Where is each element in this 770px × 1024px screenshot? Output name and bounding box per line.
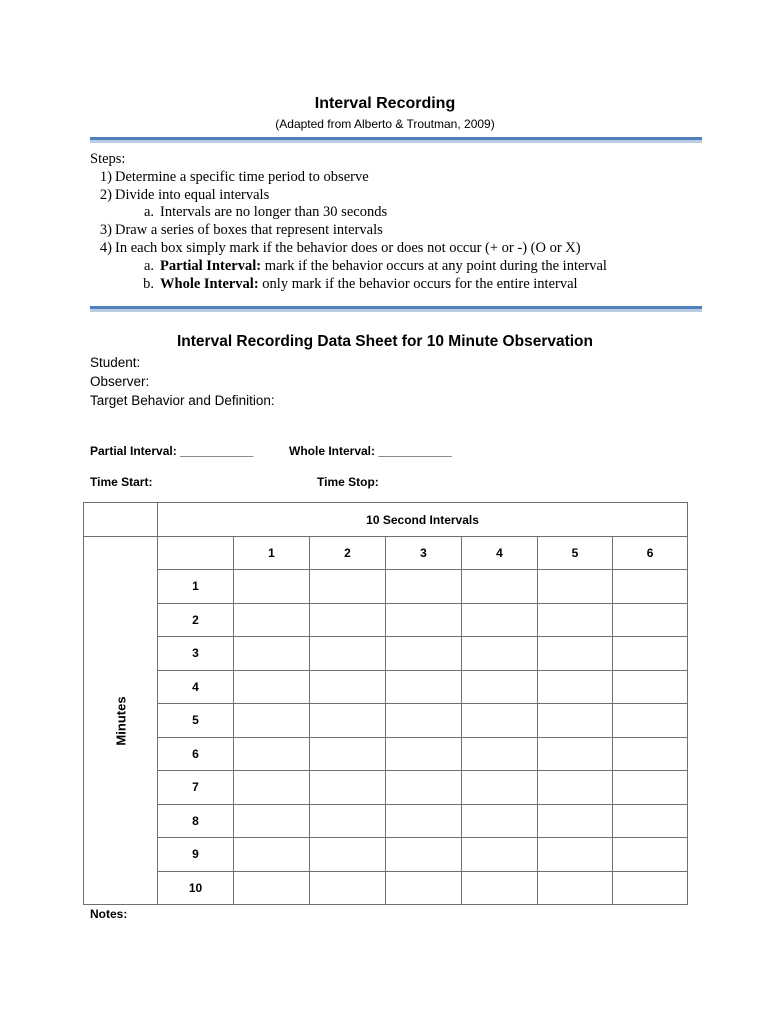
step-subitem — [90, 204, 607, 222]
steps-heading: Steps: — [90, 151, 126, 167]
interval-cell[interactable] — [613, 737, 688, 771]
interval-cell[interactable] — [234, 804, 310, 838]
whole-interval-label: Whole Interval: ___________ — [289, 444, 452, 458]
interval-cell[interactable] — [234, 871, 310, 905]
column-header: 3 — [386, 537, 462, 570]
top-divider — [90, 137, 702, 143]
step-number: 1) — [99, 168, 112, 185]
interval-cell[interactable] — [613, 603, 688, 637]
step-subitem — [90, 258, 607, 276]
interval-cell[interactable] — [613, 570, 688, 604]
step-number: 3) — [99, 222, 112, 239]
interval-cell[interactable] — [538, 603, 613, 637]
interval-cell[interactable] — [538, 637, 613, 671]
step-subbold: Whole Interval: — [160, 275, 259, 292]
interval-cell[interactable] — [538, 871, 613, 905]
interval-cell[interactable] — [310, 838, 386, 872]
interval-cell[interactable] — [234, 603, 310, 637]
step-letter: a. — [143, 257, 154, 274]
row-label: 2 — [158, 603, 234, 637]
row-label: 1 — [158, 570, 234, 604]
step-text: Divide into equal intervals — [115, 186, 270, 203]
table-row — [84, 637, 688, 671]
table-row — [84, 670, 688, 704]
intervals-header: 10 Second Intervals — [158, 503, 688, 537]
table-row — [84, 871, 688, 905]
row-label: 5 — [158, 704, 234, 738]
row-label: 3 — [158, 637, 234, 671]
interval-cell[interactable] — [386, 570, 462, 604]
interval-cell[interactable] — [310, 737, 386, 771]
interval-cell[interactable] — [462, 704, 538, 738]
interval-cell[interactable] — [386, 670, 462, 704]
minutes-label: Minutes — [113, 695, 128, 746]
step-text: In each box simply mark if the behavior does or does not occur (+ or -) (O or X) — [115, 239, 581, 256]
interval-cell[interactable] — [310, 771, 386, 805]
student-label: Student: — [90, 355, 141, 370]
minutes-column — [84, 537, 158, 905]
partial-interval-label: Partial Interval: ___________ — [90, 444, 254, 458]
interval-cell[interactable] — [234, 704, 310, 738]
step-letter: a. — [143, 204, 154, 221]
interval-cell[interactable] — [310, 670, 386, 704]
column-header: 5 — [538, 537, 613, 570]
step-subtext: Intervals are no longer than 30 seconds — [160, 204, 388, 221]
interval-cell[interactable] — [386, 704, 462, 738]
target-behavior-label: Target Behavior and Definition: — [90, 393, 275, 408]
row-label: 6 — [158, 737, 234, 771]
step-number: 4) — [99, 239, 112, 256]
step-number: 2) — [99, 186, 112, 203]
row-label: 4 — [158, 670, 234, 704]
row-label: 7 — [158, 771, 234, 805]
corner-cell — [84, 503, 158, 537]
interval-cell[interactable] — [234, 570, 310, 604]
notes-label: Notes: — [90, 907, 128, 921]
interval-cell[interactable] — [462, 871, 538, 905]
interval-cell[interactable] — [462, 570, 538, 604]
interval-cell[interactable] — [386, 771, 462, 805]
interval-cell[interactable] — [613, 637, 688, 671]
interval-cell[interactable] — [613, 704, 688, 738]
step-text: Draw a series of boxes that represent intervals — [115, 222, 383, 239]
interval-cell[interactable] — [310, 704, 386, 738]
interval-cell[interactable] — [613, 804, 688, 838]
interval-cell[interactable] — [310, 637, 386, 671]
interval-cell[interactable] — [613, 771, 688, 805]
table-row — [84, 804, 688, 838]
row-label: 8 — [158, 804, 234, 838]
step-subtext: mark if the behavior occurs at any point during the interval — [261, 257, 607, 274]
observer-label: Observer: — [90, 374, 150, 389]
interval-cell[interactable] — [234, 670, 310, 704]
interval-cell[interactable] — [538, 670, 613, 704]
interval-cell[interactable] — [613, 871, 688, 905]
time-start-label: Time Start: — [90, 475, 153, 489]
interval-cell[interactable] — [310, 603, 386, 637]
column-header: 6 — [613, 537, 688, 570]
interval-cell[interactable] — [462, 804, 538, 838]
table-row — [84, 771, 688, 805]
interval-cell[interactable] — [386, 737, 462, 771]
column-header: 1 — [234, 537, 310, 570]
step-subtext: only mark if the behavior occurs for the entire interval — [258, 275, 578, 292]
interval-cell[interactable] — [538, 570, 613, 604]
interval-grid — [83, 502, 688, 905]
row-label: 9 — [158, 838, 234, 872]
row-label-header — [158, 537, 234, 570]
interval-cell[interactable] — [613, 670, 688, 704]
interval-cell[interactable] — [538, 838, 613, 872]
step-subbold: Partial Interval: — [160, 257, 262, 274]
interval-cell[interactable] — [234, 737, 310, 771]
table-row — [84, 838, 688, 872]
interval-cell[interactable] — [538, 771, 613, 805]
interval-cell[interactable] — [613, 838, 688, 872]
document-title: Interval Recording — [314, 95, 456, 112]
interval-cell[interactable] — [462, 737, 538, 771]
interval-cell[interactable] — [234, 771, 310, 805]
step-text: Determine a specific time period to observe — [115, 168, 369, 185]
interval-cell[interactable] — [462, 771, 538, 805]
interval-cell[interactable] — [310, 804, 386, 838]
step-item — [90, 222, 607, 240]
row-label: 10 — [158, 871, 234, 905]
sheet-title: Interval Recording Data Sheet for 10 Minute Observation — [176, 333, 593, 350]
interval-cell[interactable] — [310, 871, 386, 905]
interval-cell[interactable] — [538, 737, 613, 771]
interval-cell[interactable] — [234, 637, 310, 671]
interval-cell[interactable] — [462, 838, 538, 872]
interval-cell[interactable] — [386, 603, 462, 637]
interval-cell[interactable] — [462, 603, 538, 637]
interval-cell[interactable] — [386, 838, 462, 872]
document-subtitle: (Adapted from Alberto & Troutman, 2009) — [275, 117, 495, 131]
interval-cell[interactable] — [386, 804, 462, 838]
interval-cell[interactable] — [386, 637, 462, 671]
step-letter: b. — [143, 275, 154, 292]
table-row — [84, 737, 688, 771]
column-header: 4 — [462, 537, 538, 570]
step-item — [90, 187, 607, 205]
interval-cell[interactable] — [462, 637, 538, 671]
table-row — [84, 570, 688, 604]
column-header: 2 — [310, 537, 386, 570]
interval-cell[interactable] — [462, 670, 538, 704]
table-row — [84, 603, 688, 637]
interval-cell[interactable] — [538, 804, 613, 838]
step-item — [90, 240, 607, 258]
interval-cell[interactable] — [386, 871, 462, 905]
interval-cell[interactable] — [310, 570, 386, 604]
interval-cell[interactable] — [538, 704, 613, 738]
time-stop-label: Time Stop: — [317, 475, 379, 489]
steps-section — [90, 151, 607, 293]
middle-divider — [90, 306, 702, 312]
step-subitem — [90, 276, 607, 294]
interval-cell[interactable] — [234, 838, 310, 872]
step-item — [90, 169, 607, 187]
table-row — [84, 704, 688, 738]
